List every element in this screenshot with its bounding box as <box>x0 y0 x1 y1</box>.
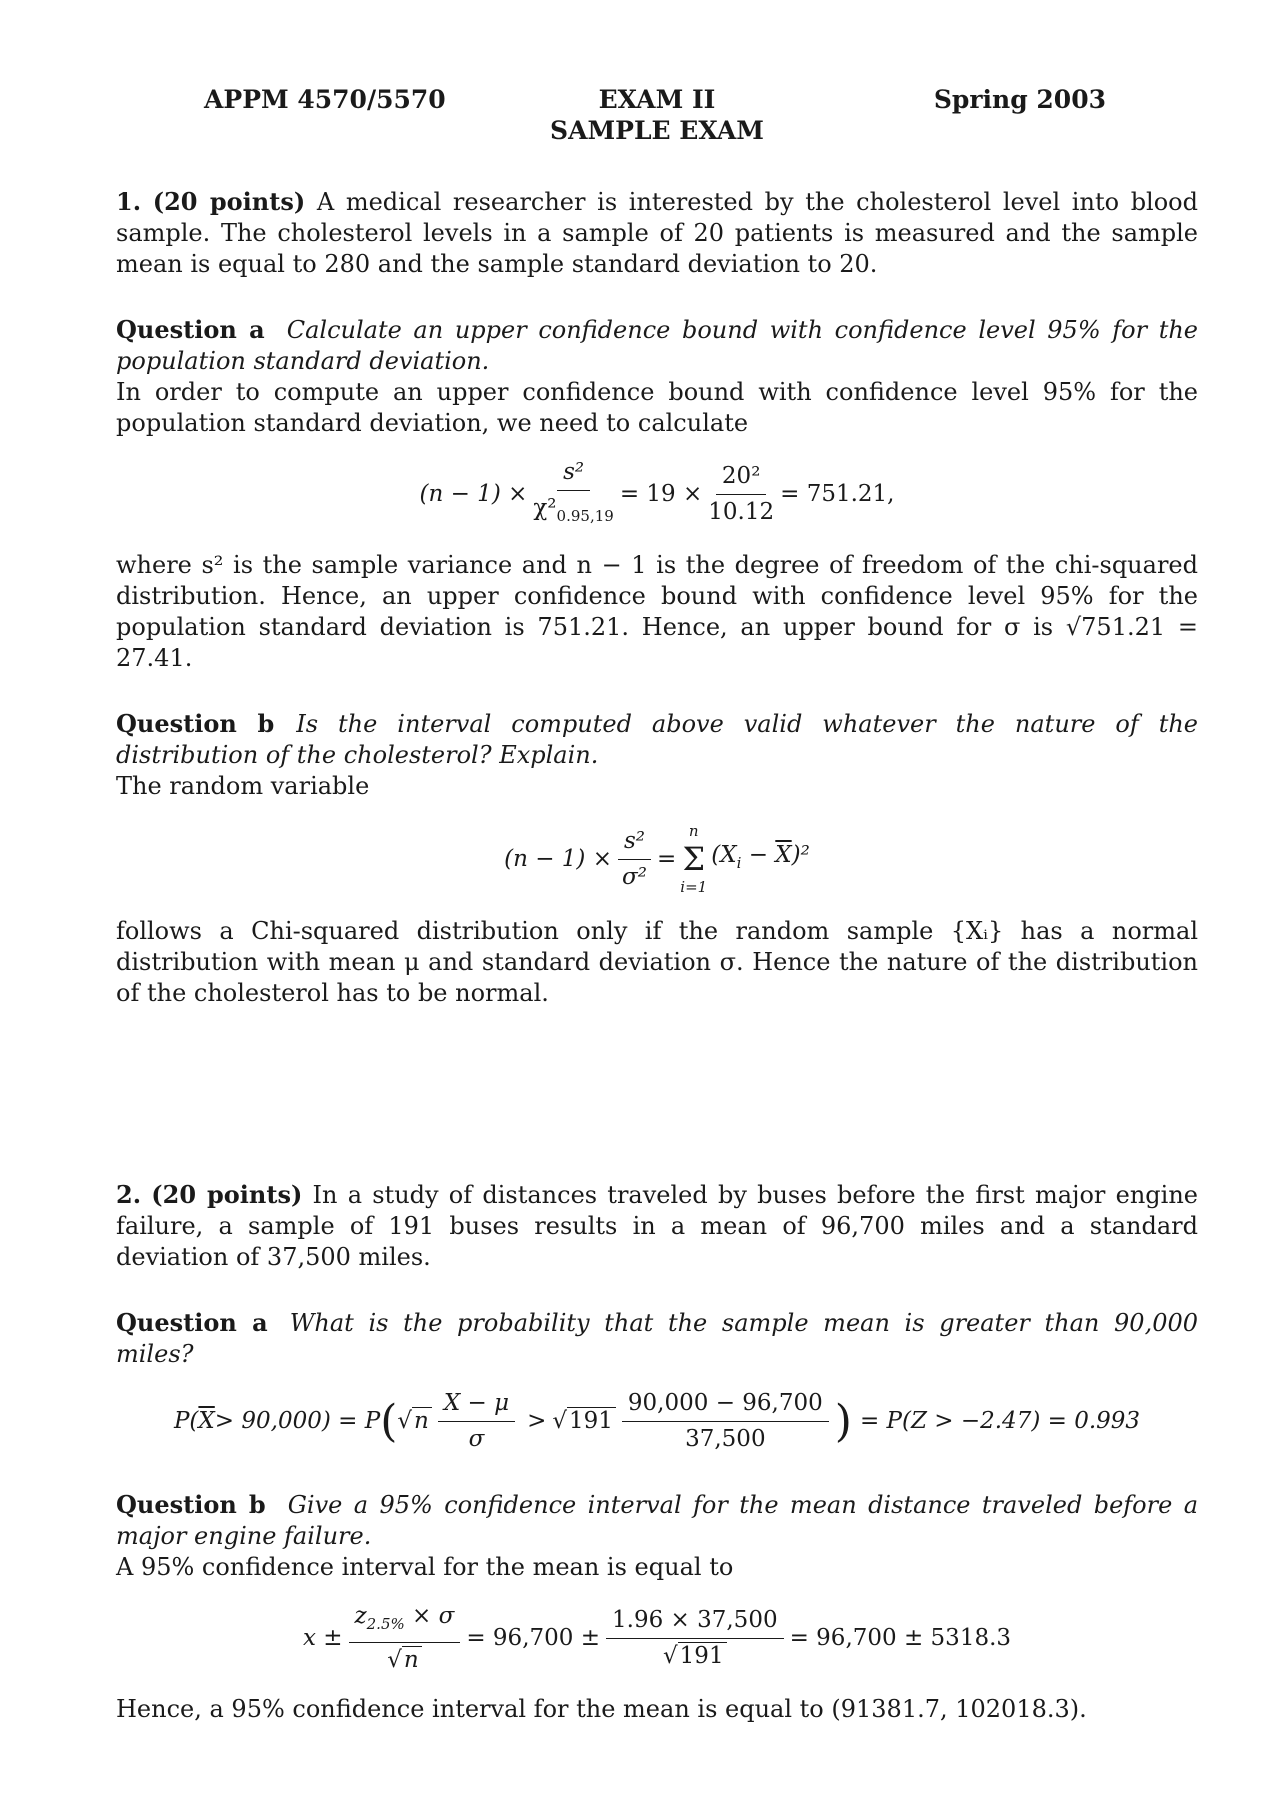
term-xbar: $\overline{X}$ <box>775 841 792 868</box>
equation-chi-square-bound <box>116 457 1198 532</box>
question-a-prompt-line <box>116 314 1198 377</box>
eq-gt: > <box>527 1408 547 1434</box>
exam-name: EXAM II <box>598 85 716 114</box>
exam-term: Spring 2003 <box>933 85 1106 114</box>
eq-result: = P(Z > −2.47) = 0.993 <box>859 1408 1141 1434</box>
fraction-values <box>622 1388 829 1455</box>
p2-question-b-label: Question b <box>116 1490 266 1519</box>
question-a-prompt: Calculate an upper confidence bound with confidence level 95% for the population standard deviation. <box>116 316 1199 375</box>
p2-question-b-prompt: Give a 95% confidence interval for the mean distance traveled before a major engine failure. <box>116 1491 1198 1550</box>
sqrt-n-arg: n <box>402 1646 422 1673</box>
fraction-2 <box>708 461 774 528</box>
p2-question-b-prompt-line <box>116 1489 1198 1552</box>
question-b-intro: The random variable <box>116 772 370 800</box>
z-subscript: 2.5% <box>366 1615 405 1633</box>
eq-xbar: x ± <box>302 1625 343 1651</box>
question-a-intro: In order to compute an upper confidence bound with confidence level 95% for the population standard deviation, we need to calculate <box>116 378 1198 437</box>
page-header <box>116 72 1198 145</box>
frac-den: σ <box>468 1426 485 1452</box>
frac-num: s² <box>618 826 651 860</box>
eq-left: (n − 1) × <box>419 481 528 507</box>
frac-den-2: 37,500 <box>685 1426 766 1452</box>
frac-den-2: 10.12 <box>708 499 775 525</box>
z-symbol: z <box>354 1603 367 1629</box>
eq-p-rest: > 90,000) = P <box>214 1408 381 1434</box>
frac-num-2: 20² <box>716 461 767 495</box>
eq-equals: = <box>657 845 677 872</box>
fraction-values <box>606 1605 784 1672</box>
problem-1-text: A medical researcher is interested by the cholesterol level into blood sample. The cholesterol levels in a sample of 20 patients is measured and the sample mean is equal to 280 and the sample standard deviation to 20. <box>116 188 1198 278</box>
eq-mid: = 19 × <box>619 481 703 507</box>
frac-num: s² <box>557 457 590 491</box>
problem-1-question-a <box>116 314 1198 674</box>
p2-question-a-prompt-line <box>116 1307 1198 1370</box>
problem-2-question-b <box>116 1489 1198 1725</box>
sum-symbol: Σ <box>682 840 706 878</box>
eq-result: = 96,700 ± 5318.3 <box>789 1625 1012 1651</box>
problem-1-statement <box>116 186 1198 280</box>
frac-num <box>349 1601 461 1643</box>
sqrt-191: √191 <box>552 1406 616 1437</box>
eq-mid: = 96,700 ± <box>466 1625 600 1651</box>
problem-1-number: 1. <box>116 187 142 216</box>
fraction-1 <box>533 457 613 532</box>
problem-2-text: In a study of distances traveled by buses before the first major engine failure, a sample of 191 buses results in a mean of 96,700 miles and a standard deviation of 37,500 miles. <box>116 1181 1198 1271</box>
question-b-prompt: Is the interval computed above valid whatever the nature of the distribution of the cholesterol? Explain. <box>116 710 1199 769</box>
frac-num-2: 90,000 − 96,700 <box>622 1388 829 1422</box>
term-sub: i <box>736 853 742 872</box>
sqrt-191-arg: 191 <box>567 1407 616 1434</box>
frac-num-2: 1.96 × 37,500 <box>606 1605 784 1639</box>
problem-2-number: 2. <box>116 1180 142 1209</box>
p2-question-b-intro: A 95% confidence interval for the mean is equal to <box>116 1553 734 1581</box>
question-a-label: Question a <box>116 315 265 344</box>
summation <box>680 820 707 898</box>
problem-2-points: (20 points) <box>151 1180 303 1209</box>
sum-term <box>711 840 810 879</box>
question-a-explanation: where s² is the sample variance and n − 1 is the degree of freedom of the chi-squared distribution. Hence, an upper confidence bound with confidence level 95% for the population standard deviation is 751.21. Hence, an upper bound for σ is √751.21 = 27.41. <box>116 551 1198 672</box>
eq-result: = 751.21, <box>780 481 895 507</box>
problem-2-statement <box>116 1179 1198 1273</box>
eq-p-open: P( <box>173 1408 199 1434</box>
equation-probability <box>116 1388 1198 1455</box>
question-b-explanation: follows a Chi-squared distribution only if the random sample {Xᵢ} has a normal distribution with mean μ and standard deviation σ. Hence the nature of the distribution of the cholesterol has to be normal. <box>116 917 1198 1007</box>
chi-symbol: χ² <box>533 495 557 521</box>
z-times-sigma: × σ <box>404 1603 455 1629</box>
fraction-margin <box>349 1601 461 1676</box>
term-minus: − <box>741 841 776 868</box>
equation-sum-of-squares <box>116 820 1198 898</box>
sqrt-191-arg: 191 <box>678 1642 727 1669</box>
spacer <box>116 1009 1198 1179</box>
term-open: (X <box>711 841 737 868</box>
term-close: )² <box>791 841 810 868</box>
equation-confidence-interval <box>116 1601 1198 1676</box>
frac-den: σ² <box>622 863 647 890</box>
p2-question-a-prompt: What is the probability that the sample mean is greater than 90,000 miles? <box>116 1309 1199 1368</box>
frac-num: X − μ <box>438 1388 515 1422</box>
frac-den-2: √191 <box>663 1639 727 1672</box>
course-code: APPM 4570/5570 <box>204 85 446 114</box>
sqrt-n: √n <box>397 1406 431 1437</box>
problem-1-points: (20 points) <box>152 187 306 216</box>
chi-subscript: 0.95,19 <box>556 507 614 525</box>
sum-upper: n <box>688 822 699 840</box>
question-b-prompt-line <box>116 708 1198 771</box>
fraction-s-sigma <box>618 826 651 893</box>
eq-xbar: $\overline{X}$ <box>198 1408 215 1434</box>
exam-subtitle: SAMPLE EXAM <box>550 116 764 145</box>
frac-den: √n <box>387 1643 421 1676</box>
right-paren: ) <box>834 1396 852 1447</box>
eq-left: (n − 1) × <box>504 845 612 872</box>
problem-1-question-b <box>116 708 1198 1009</box>
problem-2-question-a <box>116 1307 1198 1455</box>
p2-question-a-label: Question a <box>116 1308 268 1337</box>
p2-question-b-conclusion: Hence, a 95% confidence interval for the mean is equal to (91381.7, 102018.3). <box>116 1695 1087 1723</box>
question-b-label: Question b <box>116 709 275 738</box>
sum-lower: i=1 <box>680 878 708 896</box>
fraction-standardize <box>438 1388 515 1455</box>
left-paren: ( <box>380 1396 398 1447</box>
frac-den <box>533 491 613 532</box>
sqrt-n-arg: n <box>412 1407 432 1434</box>
